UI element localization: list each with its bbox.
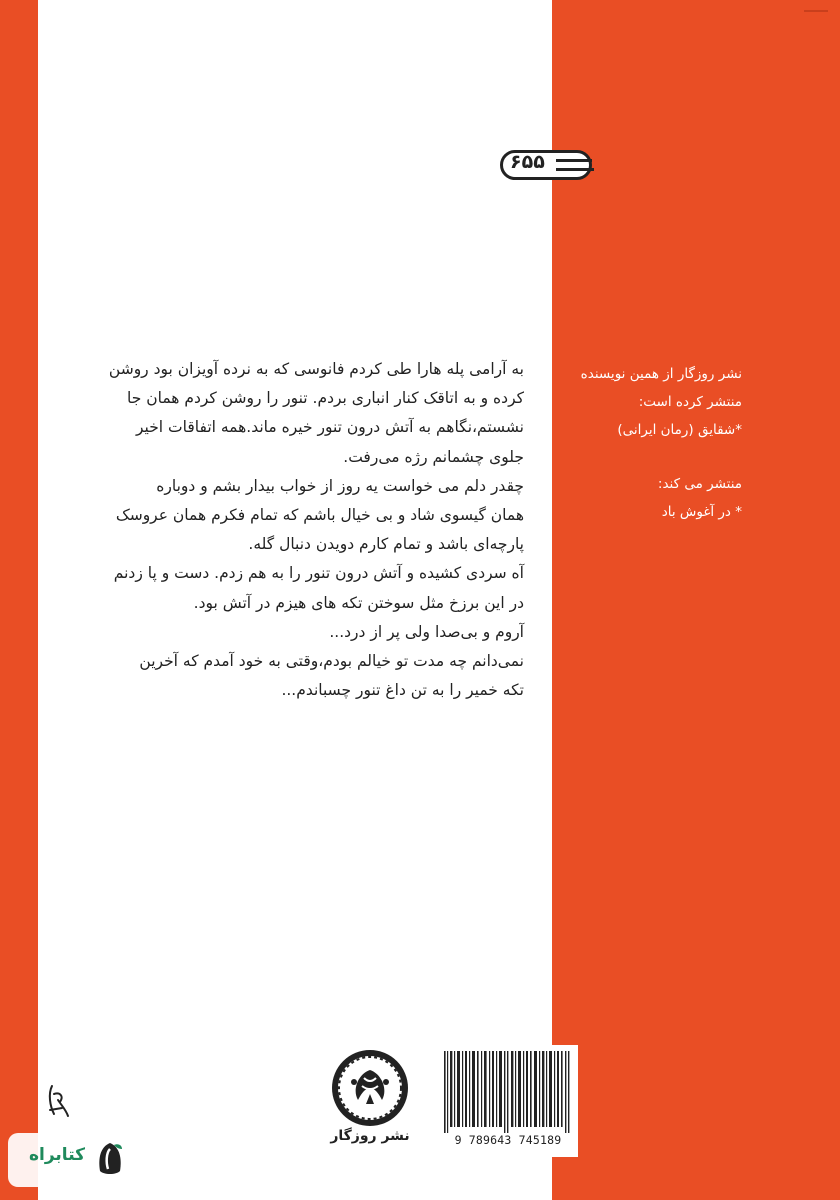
author-books-list bbox=[560, 360, 742, 526]
publisher-logo-icon bbox=[330, 1048, 410, 1128]
isbn-digits: 9 789643 745189 bbox=[454, 1133, 562, 1147]
left-orange-strip bbox=[0, 0, 38, 1200]
story-excerpt bbox=[70, 355, 524, 705]
top-corner-mark bbox=[804, 10, 828, 12]
list-spacer bbox=[560, 444, 742, 470]
excerpt-line: جلوی چشمانم رژه می‌رفت. bbox=[343, 447, 524, 466]
publisher-name: نشر روزگار bbox=[330, 1128, 410, 1144]
excerpt-line: آروم و بی‌صدا ولی پر از درد... bbox=[329, 622, 524, 641]
excerpt-line: نشستم،نگاهم به آتش درون تنور خیره ماند.همه اتفاقات اخیر bbox=[135, 418, 524, 437]
excerpt-line: کرده و به اتاقک کنار انباری بردم. تنور را روشن کردم همان جا bbox=[126, 389, 524, 408]
ketabrah-watermark bbox=[8, 1133, 132, 1187]
upcoming-book-item: * در آغوش باد bbox=[661, 504, 742, 520]
excerpt-line: پارچه‌ای باشد و تمام کارم دویدن دنبال گله. bbox=[248, 535, 524, 554]
ketabrah-text: کتابراه bbox=[28, 1145, 86, 1165]
upcoming-heading: منتشر می کند: bbox=[657, 476, 742, 492]
published-heading: نشر روزگار از همین نویسنده bbox=[580, 366, 742, 382]
right-orange-panel bbox=[552, 0, 840, 1200]
price-line-1 bbox=[556, 159, 592, 162]
excerpt-line: همان گیسوی شاد و بی خیال باشم که تمام فکرم همان عروسک bbox=[115, 506, 524, 525]
designer-signature-icon bbox=[44, 1080, 74, 1120]
excerpt-line: در این برزخ مثل سوختن تکه های هیزم در آتش بود. bbox=[193, 593, 524, 612]
price-line-2 bbox=[556, 168, 594, 171]
published-book-item: *شقایق (رمان ایرانی) bbox=[617, 422, 742, 438]
isbn-barcode bbox=[438, 1045, 578, 1157]
ketabrah-logo-icon bbox=[96, 1141, 124, 1177]
price-text: ۶۵۵ bbox=[510, 151, 545, 173]
excerpt-line: تکه خمیر را به تن داغ تنور چسباندم... bbox=[281, 681, 524, 700]
barcode-bars bbox=[444, 1051, 572, 1133]
excerpt-line: چقدر دلم می خواست یه روز از خواب بیدار بشم و دوباره bbox=[156, 476, 524, 495]
price-badge bbox=[500, 150, 594, 180]
excerpt-line: آه سردی کشیده و آتش درون تنور را به هم زدم. دست و پا زدنم bbox=[113, 564, 524, 583]
excerpt-line: نمی‌دانم چه مدت تو خیالم بودم،وقتی به خود آمدم که آخرین bbox=[139, 652, 524, 671]
published-heading-cont: منتشر کرده است: bbox=[638, 394, 742, 410]
excerpt-line: به آرامی پله هارا طی کردم فانوسی که به نرده آویزان بود روشن bbox=[108, 360, 524, 378]
